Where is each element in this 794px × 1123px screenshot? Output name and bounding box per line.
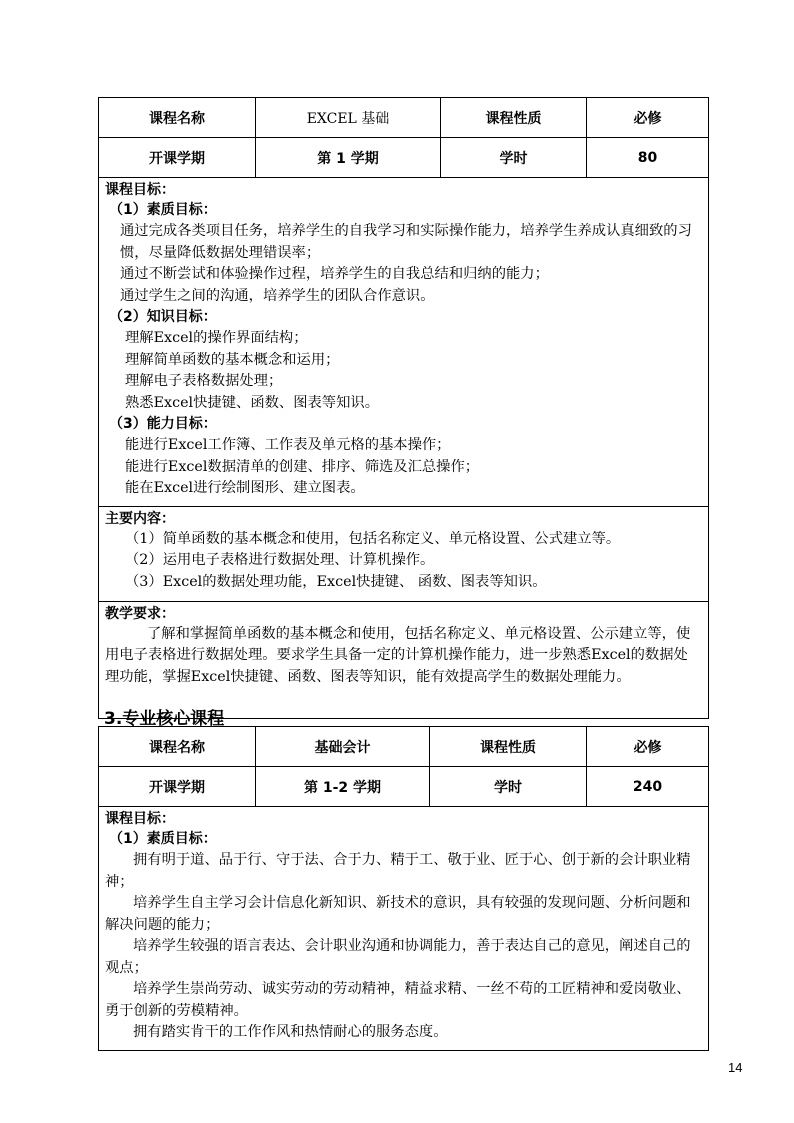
hours-value: 240 bbox=[587, 767, 709, 807]
requirements-heading: 教学要求： bbox=[105, 605, 175, 622]
term-label: 开课学期 bbox=[99, 138, 256, 178]
course-table-accounting bbox=[98, 726, 709, 1051]
term-label: 开课学期 bbox=[99, 767, 256, 807]
knowledge-item: 熟悉Excel快捷键、函数、图表等知识。 bbox=[125, 394, 379, 411]
requirements-text: 了解和掌握简单函数的基本概念和使用，包括名称定义、单元格设置、公示建立等，使用电子表格进行数据处理。要求学生具备一定的计算机操作能力，进一步熟悉Excel的数据处理功能，掌握Excel快捷键、函数、图表等知识，能有效提高学生的数据处理能力。 bbox=[105, 625, 691, 685]
course-name-value: EXCEL 基础 bbox=[256, 98, 441, 138]
content-row bbox=[99, 506, 709, 601]
objectives-heading: 课程目标： bbox=[105, 182, 175, 198]
knowledge-item: 理解Excel的操作界面结构； bbox=[125, 330, 308, 346]
hours-label: 学时 bbox=[430, 767, 587, 807]
content-item: （3）Excel的数据处理功能，Excel快捷键、 函数、图表等知识。 bbox=[125, 573, 547, 590]
quality-item: 培养学生自主学习会计信息化新知识、新技术的意识，具有较强的发现问题、分析问题和解决问题的能力； bbox=[105, 895, 691, 933]
course-header-row bbox=[99, 98, 709, 138]
quality-item: 拥有踏实肯干的工作作风和热情耐心的服务态度。 bbox=[133, 1024, 448, 1040]
content-heading: 主要内容： bbox=[105, 510, 175, 527]
ability-title: （3）能力目标： bbox=[109, 416, 217, 432]
objectives-row bbox=[99, 807, 709, 1051]
course-name-value: 基础会计 bbox=[256, 727, 430, 767]
objectives-heading: 课程目标： bbox=[105, 811, 175, 827]
quality-item: 拥有明于道、品于行、守于法、合于力、精于工、敬于业、匠于心、创于新的会计职业精神； bbox=[105, 852, 691, 890]
ability-item: 能在Excel进行绘制图形、建立图表。 bbox=[125, 480, 365, 496]
quality-item: 培养学生崇尚劳动、诚实劳动的劳动精神，精益求精、一丝不苟的工匠精神和爱岗敬业、勇于创新的劳模精神。 bbox=[105, 981, 691, 1019]
ability-item: 能进行Excel数据清单的创建、排序、筛选及汇总操作； bbox=[125, 458, 480, 475]
course-term-row bbox=[99, 138, 709, 178]
term-value: 第 1-2 学期 bbox=[256, 767, 430, 807]
course-nature-value: 必修 bbox=[587, 727, 709, 767]
page-number: 14 bbox=[728, 1060, 743, 1075]
section-title: 3.专业核心课程 bbox=[104, 709, 225, 729]
objectives-row bbox=[99, 178, 709, 507]
hours-value: 80 bbox=[587, 138, 709, 178]
knowledge-item: 理解简单函数的基本概念和运用； bbox=[125, 351, 340, 368]
knowledge-item: 理解电子表格数据处理； bbox=[125, 373, 283, 389]
quality-item: 通过完成各类项目任务，培养学生的自我学习和实际操作能力，培养学生养成认真细致的习惯，尽量降低数据处理错误率； bbox=[120, 223, 692, 261]
ability-item: 能进行Excel工作簿、工作表及单元格的基本操作； bbox=[125, 437, 451, 453]
course-term-row bbox=[99, 767, 709, 807]
quality-title: （1）素质目标： bbox=[109, 202, 217, 218]
quality-item: 通过学生之间的沟通，培养学生的团队合作意识。 bbox=[120, 287, 435, 304]
course-nature-label: 课程性质 bbox=[430, 727, 587, 767]
knowledge-title: （2）知识目标： bbox=[109, 309, 217, 325]
course-header-row bbox=[99, 727, 709, 767]
hours-label: 学时 bbox=[441, 138, 587, 178]
course-nature-value: 必修 bbox=[587, 98, 709, 138]
course-name-label: 课程名称 bbox=[99, 727, 256, 767]
quality-title: （1）素质目标： bbox=[109, 831, 217, 847]
term-value: 第 1 学期 bbox=[256, 138, 441, 178]
quality-item: 通过不断尝试和体验操作过程，培养学生的自我总结和归纳的能力； bbox=[120, 266, 549, 282]
content-item: （2）运用电子表格进行数据处理、计算机操作。 bbox=[125, 552, 435, 568]
requirements-row bbox=[99, 601, 709, 718]
content-item: （1）简单函数的基本概念和使用，包括名称定义、单元格设置、公式建立等。 bbox=[125, 530, 621, 547]
course-table-excel bbox=[98, 97, 709, 719]
course-name-label: 课程名称 bbox=[99, 98, 256, 138]
course-nature-label: 课程性质 bbox=[441, 98, 587, 138]
quality-item: 培养学生较强的语言表达、会计职业沟通和协调能力，善于表达自己的意见，阐述自己的观点； bbox=[105, 938, 691, 976]
